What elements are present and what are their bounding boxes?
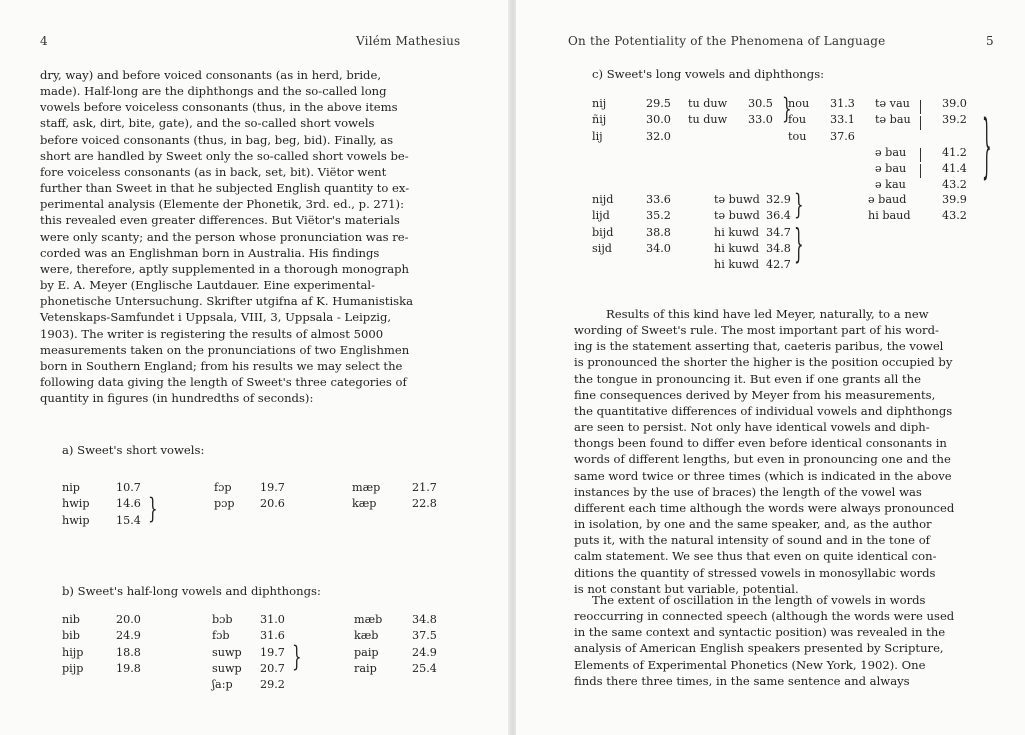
- word-cell: hi baud: [868, 209, 911, 223]
- length-value-cell: 29.5: [646, 97, 671, 110]
- text-line: wording of Sweet's rule. The most important part of his word-: [574, 323, 939, 338]
- text-line: were, therefore, aptly supplemented in a thorough monograph: [40, 261, 410, 276]
- text-line: thongs been found to differ even before identical consonants in: [574, 436, 947, 451]
- word-cell: bɔb: [212, 613, 233, 626]
- word-cell: paip: [354, 645, 379, 659]
- text-line: made). Half-long are the diphthongs and the so-called long: [40, 84, 387, 99]
- word-cell: nij: [592, 97, 607, 110]
- length-value-cell: 25.4: [412, 661, 437, 675]
- text-line: analysis of American English speakers presented by Scripture,: [574, 641, 944, 656]
- text-line: measurements taken on the pronunciations of two Englishmen: [40, 342, 410, 357]
- length-value-cell: 10.7: [116, 481, 141, 494]
- text-line: short are handled by Sweet only the so-called short vowels be-: [40, 148, 409, 163]
- length-value-cell: 22.8: [412, 497, 437, 511]
- length-value-cell: 37.5: [412, 629, 437, 643]
- word-cell: ʃa:p: [212, 678, 233, 692]
- word-cell: tu duw: [688, 97, 728, 110]
- text-line: following data giving the length of Sweet's three categories of: [40, 374, 407, 389]
- word-cell: kæp: [352, 497, 377, 511]
- brace-mark: }: [794, 188, 804, 222]
- length-value-cell: 30.0: [646, 113, 671, 127]
- section-b-heading: b) Sweet's half-long vowels and diphthongs:: [62, 584, 321, 598]
- page-number-right: 5: [986, 34, 994, 48]
- text-line: reoccurring in connected speech (although the words were used: [574, 609, 955, 624]
- word-cell: hwip: [62, 513, 90, 527]
- length-value-cell: 21.7: [412, 481, 437, 494]
- length-value-cell: 24.9: [412, 645, 437, 659]
- word-cell: kæb: [354, 629, 379, 643]
- right-body-paragraph-2: [574, 592, 954, 689]
- length-value-cell: 32.9: [766, 193, 791, 206]
- vertical-rule: [920, 148, 921, 162]
- brace-mark: }: [292, 640, 302, 674]
- word-cell: mæb: [354, 613, 383, 626]
- text-line: is not constant but variable, potential.: [574, 581, 799, 596]
- word-cell: pɔp: [214, 497, 235, 511]
- word-cell: sijd: [592, 241, 612, 255]
- word-cell: lijd: [592, 209, 610, 223]
- length-value-cell: 19.7: [260, 645, 285, 659]
- word-cell: nip: [62, 481, 80, 494]
- section-c-heading: c) Sweet's long vowels and diphthongs:: [592, 67, 825, 81]
- text-line: this revealed even greater differences. But Viëtor's materials: [40, 213, 400, 228]
- word-cell: bib: [62, 629, 80, 643]
- word-cell: hijp: [62, 645, 84, 659]
- word-cell: tə buwd: [714, 209, 760, 223]
- text-line: before voiced consonants (thus, in bag, beg, bid). Finally, as: [40, 132, 394, 147]
- word-cell: hi kuwd: [714, 258, 760, 272]
- page-number-left: 4: [40, 34, 48, 48]
- text-line: vowels before voiceless consonants (thus, in the above items: [40, 100, 398, 115]
- word-cell: nib: [62, 613, 80, 626]
- length-value-cell: 34.8: [766, 241, 791, 255]
- text-line: by E. A. Meyer (Englische Lautdauer. Eine experimental-: [40, 278, 376, 293]
- text-line: words of different lengths, but even in pronouncing one and the: [574, 452, 951, 467]
- length-value-cell: 31.3: [830, 97, 855, 110]
- length-value-cell: 33.0: [748, 113, 773, 127]
- text-line: born in Southern England; from his results we may select the: [40, 358, 403, 373]
- text-line: quantity in figures (in hundredths of seconds):: [40, 391, 314, 406]
- length-value-cell: 31.0: [260, 613, 285, 626]
- word-cell: suwp: [212, 645, 242, 659]
- length-value-cell: 15.4: [116, 513, 141, 527]
- brace-mark: }: [982, 104, 992, 188]
- length-value-cell: 14.6: [116, 497, 141, 511]
- length-value-cell: 19.7: [260, 481, 285, 494]
- length-value-cell: 18.8: [116, 645, 141, 659]
- word-cell: fɔb: [212, 629, 230, 643]
- word-cell: hi kuwd: [714, 225, 760, 239]
- length-value-cell: 35.2: [646, 209, 671, 223]
- text-line: fine consequences derived by Meyer from his measurements,: [574, 387, 936, 402]
- word-cell: ə bau: [875, 162, 907, 176]
- length-value-cell: 31.6: [260, 629, 285, 643]
- text-line: phonetische Untersuchung. Skrifter utgifna af K. Humanistiska: [40, 294, 414, 309]
- word-cell: pijp: [62, 661, 84, 675]
- vertical-rule: [920, 116, 921, 130]
- text-line: Elements of Experimental Phonetics (New York, 1902). One: [574, 657, 926, 672]
- word-cell: hi kuwd: [714, 241, 760, 255]
- length-value-cell: 43.2: [942, 178, 967, 192]
- length-value-cell: 39.0: [942, 97, 967, 110]
- length-value-cell: 30.5: [748, 97, 773, 110]
- word-cell: raip: [354, 661, 377, 675]
- right-body-paragraph-1: [574, 306, 954, 597]
- text-line: puts it, with the natural intensity of sound and in the tone of: [574, 533, 930, 548]
- left-page: [0, 0, 510, 735]
- text-line: dry, way) and before voiced consonants (as in herd, bride,: [40, 68, 382, 82]
- right-page: [516, 0, 1025, 735]
- text-line: perimental analysis (Elemente der Phonetik, 3rd. ed., p. 271):: [40, 197, 404, 212]
- length-value-cell: 29.2: [260, 678, 285, 692]
- text-line: corded was an Englishman born in Australia. His findings: [40, 245, 380, 260]
- length-value-cell: 41.2: [942, 145, 967, 159]
- brace-mark: }: [148, 492, 158, 526]
- text-line: ditions the quantity of stressed vowels in monosyllabic words: [574, 565, 936, 580]
- length-value-cell: 37.6: [830, 129, 855, 143]
- word-cell: mæp: [352, 481, 381, 494]
- length-value-cell: 36.4: [766, 209, 791, 223]
- text-line: further than Sweet in that he subjected English quantity to ex-: [40, 181, 410, 196]
- word-cell: fou: [788, 113, 807, 127]
- length-value-cell: 34.8: [412, 613, 437, 626]
- text-line: calm statement. We see thus that even on quite identical con-: [574, 549, 937, 564]
- length-value-cell: 38.8: [646, 225, 671, 239]
- text-line: instances by the use of braces) the length of the vowel was: [574, 484, 922, 499]
- text-line: The extent of oscillation in the length of vowels in words: [592, 593, 926, 607]
- length-value-cell: 33.6: [646, 193, 671, 206]
- length-value-cell: 20.0: [116, 613, 141, 626]
- word-cell: bijd: [592, 225, 614, 239]
- word-cell: ə kau: [875, 178, 906, 192]
- text-line: in the same context and syntactic position) was revealed in the: [574, 625, 946, 640]
- vertical-rule: [920, 100, 921, 114]
- length-value-cell: 32.0: [646, 129, 671, 143]
- word-cell: nijd: [592, 193, 614, 206]
- text-line: is pronounced the shorter the higher is the position occupied by: [574, 355, 953, 370]
- length-value-cell: 39.9: [942, 193, 967, 206]
- length-value-cell: 42.7: [766, 258, 791, 272]
- word-cell: ñij: [592, 113, 607, 127]
- length-value-cell: 20.7: [260, 661, 285, 675]
- word-cell: tou: [788, 129, 807, 143]
- length-value-cell: 24.9: [116, 629, 141, 643]
- length-value-cell: 20.6: [260, 497, 285, 511]
- running-head-right: On the Potentiality of the Phenomena of Language: [568, 34, 886, 48]
- word-cell: tə vau: [875, 97, 910, 110]
- word-cell: ə baud: [868, 193, 907, 206]
- text-line: different each time although the words were always pronounced: [574, 500, 955, 515]
- text-line: were only scanty; and the person whose pronunciation was re-: [40, 229, 409, 244]
- length-value-cell: 43.2: [942, 209, 967, 223]
- word-cell: suwp: [212, 661, 242, 675]
- text-line: finds there three times, in the same sentence and always: [574, 673, 910, 688]
- word-cell: tə buwd: [714, 193, 760, 206]
- text-line: are seen to persist. Not only have identical vowels and diph-: [574, 420, 930, 435]
- word-cell: lij: [592, 129, 603, 143]
- left-body-paragraph: [40, 67, 413, 406]
- text-line: 1903). The writer is registering the results of almost 5000: [40, 326, 384, 341]
- word-cell: tə bau: [875, 113, 911, 127]
- length-value-cell: 19.8: [116, 661, 141, 675]
- text-line: same word twice or three times (which is indicated in the above: [574, 468, 952, 483]
- text-line: ing is the statement asserting that, caeteris paribus, the vowel: [574, 339, 944, 354]
- length-value-cell: 41.4: [942, 162, 967, 176]
- text-line: the quantitative differences of individual vowels and diphthongs: [574, 403, 953, 418]
- text-line: Vetenskaps-Samfundet i Uppsala, VIII, 3, Uppsala - Leipzig,: [40, 310, 392, 325]
- brace-mark: }: [782, 92, 792, 126]
- length-value-cell: 39.2: [942, 113, 967, 127]
- text-line: fore voiceless consonants (as in back, set, bit). Viëtor went: [40, 164, 387, 179]
- length-value-cell: 34.7: [766, 225, 791, 239]
- running-head-left: Vilém Mathesius: [356, 34, 461, 48]
- text-line: staff, ask, dirt, bite, gate), and the so-called short vowels: [40, 116, 375, 131]
- text-line: Results of this kind have led Meyer, naturally, to a new: [606, 307, 929, 321]
- text-line: the tongue in pronouncing it. But even if one grants all the: [574, 371, 921, 386]
- length-value-cell: 33.1: [830, 113, 855, 127]
- section-a-heading: a) Sweet's short vowels:: [62, 443, 205, 457]
- word-cell: fɔp: [214, 481, 232, 494]
- text-line: in isolation, by one and the same speaker, and, as the author: [574, 517, 932, 532]
- word-cell: hwip: [62, 497, 90, 511]
- vertical-rule: [920, 164, 921, 178]
- length-value-cell: 34.0: [646, 241, 671, 255]
- brace-mark: }: [794, 220, 804, 268]
- word-cell: tu duw: [688, 113, 728, 127]
- word-cell: nou: [788, 97, 810, 110]
- word-cell: ə bau: [875, 145, 907, 159]
